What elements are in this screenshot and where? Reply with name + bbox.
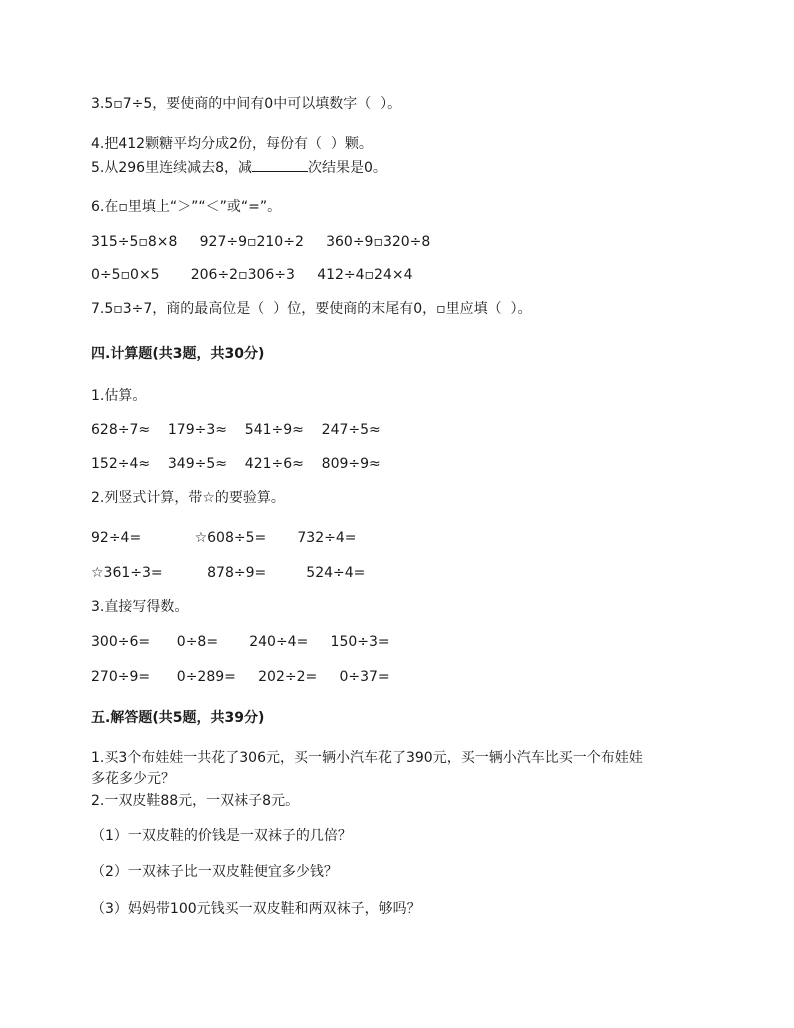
answer-1-line-2: 多花多少元？ <box>91 771 175 787</box>
calc-3-row-1: 300÷6= 0÷8= 240÷4= 150÷3= <box>91 634 390 650</box>
answer-1-line-1: 1.买3个布娃娃一共花了306元，买一辆小汽车花了390元，买一辆小汽车比买一个布娃娃 <box>91 750 643 766</box>
question-5 <box>91 158 387 177</box>
question-5-after: 次结果是0。 <box>308 160 387 176</box>
answer-blank <box>252 158 308 172</box>
calc-2: 2.列竖式计算，带☆的要验算。 <box>91 490 285 506</box>
section-5-heading: 五.解答题(共5题，共39分) <box>91 710 265 726</box>
question-6-row-1: 315÷5▫8×8 927÷9▫210÷2 360÷9▫320÷8 <box>91 234 431 250</box>
question-4: 4.把412颗糖平均分成2份，每份有（ ）颗。 <box>91 136 373 152</box>
section-4-heading: 四.计算题(共3题，共30分) <box>91 346 265 362</box>
question-5-before: 5.从296里连续减去8，减 <box>91 160 252 176</box>
calc-1-row-2: 152÷4≈ 349÷5≈ 421÷6≈ 809÷9≈ <box>91 456 381 472</box>
question-3: 3.5▫7÷5，要使商的中间有0中可以填数字（ ）。 <box>91 96 402 112</box>
answer-2-part-1: （1）一双皮鞋的价钱是一双袜子的几倍？ <box>91 828 352 844</box>
calc-3-row-2: 270÷9= 0÷289= 202÷2= 0÷37= <box>91 669 390 685</box>
question-6: 6.在▫里填上“＞”“＜”或“=”。 <box>91 199 282 215</box>
answer-2-part-3: （3）妈妈带100元钱买一双皮鞋和两双袜子，够吗？ <box>91 901 421 917</box>
calc-2-row-1: 92÷4= ☆608÷5= 732÷4= <box>91 530 357 546</box>
answer-2: 2.一双皮鞋88元，一双袜子8元。 <box>91 793 300 809</box>
calc-1: 1.估算。 <box>91 388 147 404</box>
calc-1-row-1: 628÷7≈ 179÷3≈ 541÷9≈ 247÷5≈ <box>91 422 381 438</box>
question-7: 7.5▫3÷7，商的最高位是（ ）位，要使商的末尾有0，▫里应填（ ）。 <box>91 301 532 317</box>
calc-3: 3.直接写得数。 <box>91 599 189 615</box>
question-6-row-2: 0÷5▫0×5 206÷2▫306÷3 412÷4▫24×4 <box>91 267 413 283</box>
answer-2-part-2: （2）一双袜子比一双皮鞋便宜多少钱？ <box>91 864 338 880</box>
calc-2-row-2: ☆361÷3= 878÷9= 524÷4= <box>91 565 366 581</box>
